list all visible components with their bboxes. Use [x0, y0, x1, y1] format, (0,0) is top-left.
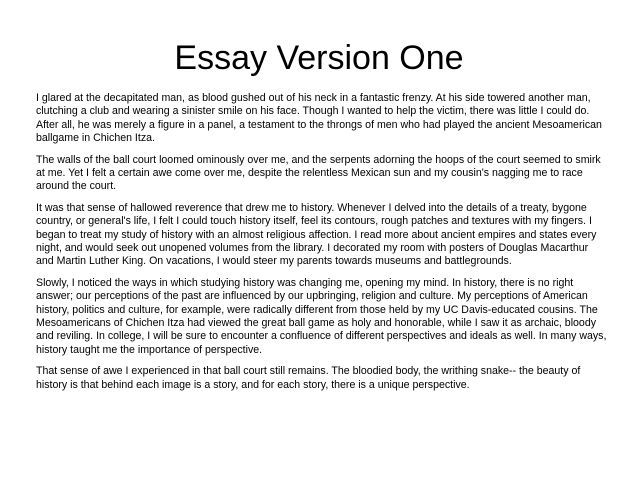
slide-title: Essay Version One [174, 39, 464, 77]
essay-paragraph-2: The walls of the ball court loomed ominously over me, and the serpents adorning the hoops of the court seemed to smirk at me. Yet I felt a certain awe come over me, despite the relentless Mexican sun and my cousin's nagging me to race around the court. [36, 153, 601, 193]
essay-paragraph-5: That sense of awe I experienced in that ball court still remains. The bloodied body, the writhing snake-- the beauty of history is that behind each image is a story, and for each story, there is a unique perspective. [36, 365, 581, 391]
essay-body [36, 92, 608, 400]
essay-paragraph-1: I glared at the decapitated man, as blood gushed out of his neck in a fantastic frenzy. At his side towered another man, clutching a club and wearing a sinister smile on his face. Though I wanted to help the victim, there was little I could do. After all, he was merely a figure in a panel, a testament to the throngs of men who had played the ancient Mesoamerican ballgame in Chichen Itza. [36, 92, 602, 144]
essay-paragraph-3: It was that sense of hallowed reverence that drew me to history. Whenever I delved into the details of a treaty, bygone country, or general's life, I felt I could touch history itself, feel its contours, rough patches and textures with my fingers. I began to treat my study of history with an almost religious affection. I read more about ancient empires and states every night, and would seek out unopened volumes from the library. I decorated my room with posters of Douglas Macarthur and Martin Luther King. On vacations, I would steer my parents towards museums and battlegrounds. [36, 202, 597, 268]
essay-paragraph-4: Slowly, I noticed the ways in which studying history was changing me, opening my mind. In history, there is no right answer; our perceptions of the past are influenced by our upbringing, religion and culture. My perceptions of American history, politics and culture, for example, were radically different from those held by my UC Davis-educated cousins. The Mesoamericans of Chichen Itza had viewed the great ball game as holy and honorable, while I saw it as archaic, bloody and reviling. In college, I will be sure to encounter a confluence of different perspectives and ideals as well. In many ways, history taught me the importance of perspective. [36, 277, 607, 356]
